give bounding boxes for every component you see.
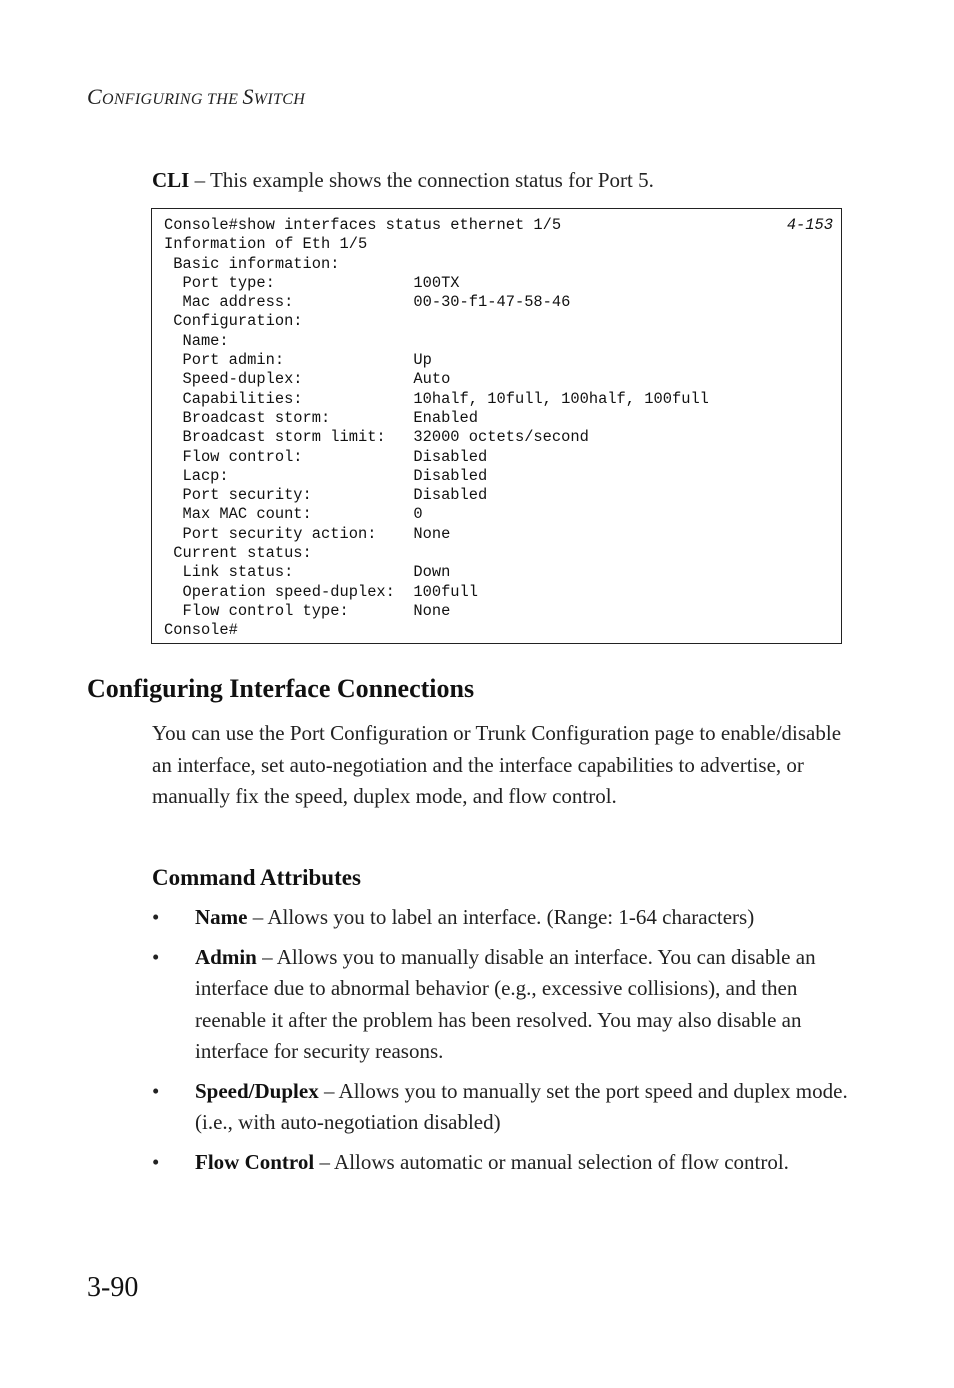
cli-intro-text: – This example shows the connection status for Port 5. xyxy=(189,168,654,192)
attribute-term: Flow Control xyxy=(195,1149,315,1174)
attribute-description: – Allows you to manually set the port speed and duplex mode. (i.e., with auto-negotiation disabled) xyxy=(195,1078,848,1134)
running-header-smallcaps-2: WITCH xyxy=(253,91,306,108)
list-item xyxy=(152,942,852,1068)
section-body: You can use the Port Configuration or Trunk Configuration page to enable/disable an interface, set auto-negotiation and the interface capabilities to advertise, or manually fix the speed, duplex mode, and flow control. xyxy=(152,721,842,808)
running-header xyxy=(87,84,305,110)
page-number: 3-90 xyxy=(87,1272,139,1303)
code-line: Port security action: None xyxy=(164,524,451,543)
code-line: Flow control type: None xyxy=(164,601,451,620)
code-line: Operation speed-duplex: 100full xyxy=(164,582,479,601)
code-line: Max MAC count: 0 xyxy=(164,505,423,524)
list-item xyxy=(152,1147,852,1179)
cli-label: CLI xyxy=(152,168,190,192)
code-line: Capabilities: 10half, 10full, 100half, 100full xyxy=(164,389,709,408)
list-item xyxy=(152,902,852,934)
cli-intro xyxy=(152,168,654,193)
running-header-initial-2: S xyxy=(242,84,254,109)
command-attributes-title: Command Attributes xyxy=(152,865,361,890)
bullet-icon: • xyxy=(152,944,160,969)
code-line: Mac address: 00-30-f1-47-58-46 xyxy=(164,293,571,312)
code-line: Console#show interfaces status ethernet 1/5 4-153 xyxy=(164,216,833,234)
attribute-term: Admin xyxy=(195,944,257,969)
code-line: Port type: 100TX xyxy=(164,273,460,292)
bullet-icon: • xyxy=(152,905,160,929)
code-line: Current status: xyxy=(164,544,312,563)
code-reference: 4-153 xyxy=(786,216,833,234)
code-line: Information of Eth 1/5 xyxy=(164,235,368,254)
attribute-description: – Allows you to manually disable an interface. You can disable an interface due to abnormal behavior (e.g., excessive collisions), and then reenable it after the problem has been resolved. You may also disable an interface for security reasons. xyxy=(195,944,816,1063)
code-line: Link status: Down xyxy=(164,563,451,582)
code-line: Name: xyxy=(164,331,229,350)
code-line: Broadcast storm limit: 32000 octets/second xyxy=(164,428,589,447)
bullet-icon: • xyxy=(152,1078,160,1103)
code-line: Lacp: Disabled xyxy=(164,466,488,485)
command-attributes-list xyxy=(152,902,852,1186)
code-line: Configuration: xyxy=(164,312,303,331)
cli-code-block xyxy=(151,208,842,644)
running-header-initial-1: C xyxy=(87,84,102,109)
code-line: Flow control: Disabled xyxy=(164,447,488,466)
bullet-icon: • xyxy=(152,1149,160,1174)
section-title: Configuring Interface Connections xyxy=(87,674,475,703)
attribute-description: – Allows you to label an interface. (Range: 1-64 characters) xyxy=(247,905,755,929)
code-line: Port security: Disabled xyxy=(164,486,488,505)
attribute-term: Speed/Duplex xyxy=(195,1078,319,1103)
list-item xyxy=(152,1076,852,1139)
code-line: Port admin: Up xyxy=(164,351,432,370)
attribute-term: Name xyxy=(195,905,248,929)
code-line: Broadcast storm: Enabled xyxy=(164,408,479,427)
code-line: Basic information: xyxy=(164,254,340,273)
code-line: Console# xyxy=(164,621,238,640)
code-line: Speed-duplex: Auto xyxy=(164,370,451,389)
running-header-smallcaps-1: ONFIGURING THE xyxy=(101,91,243,108)
attribute-description: – Allows automatic or manual selection of flow control. xyxy=(314,1149,789,1174)
